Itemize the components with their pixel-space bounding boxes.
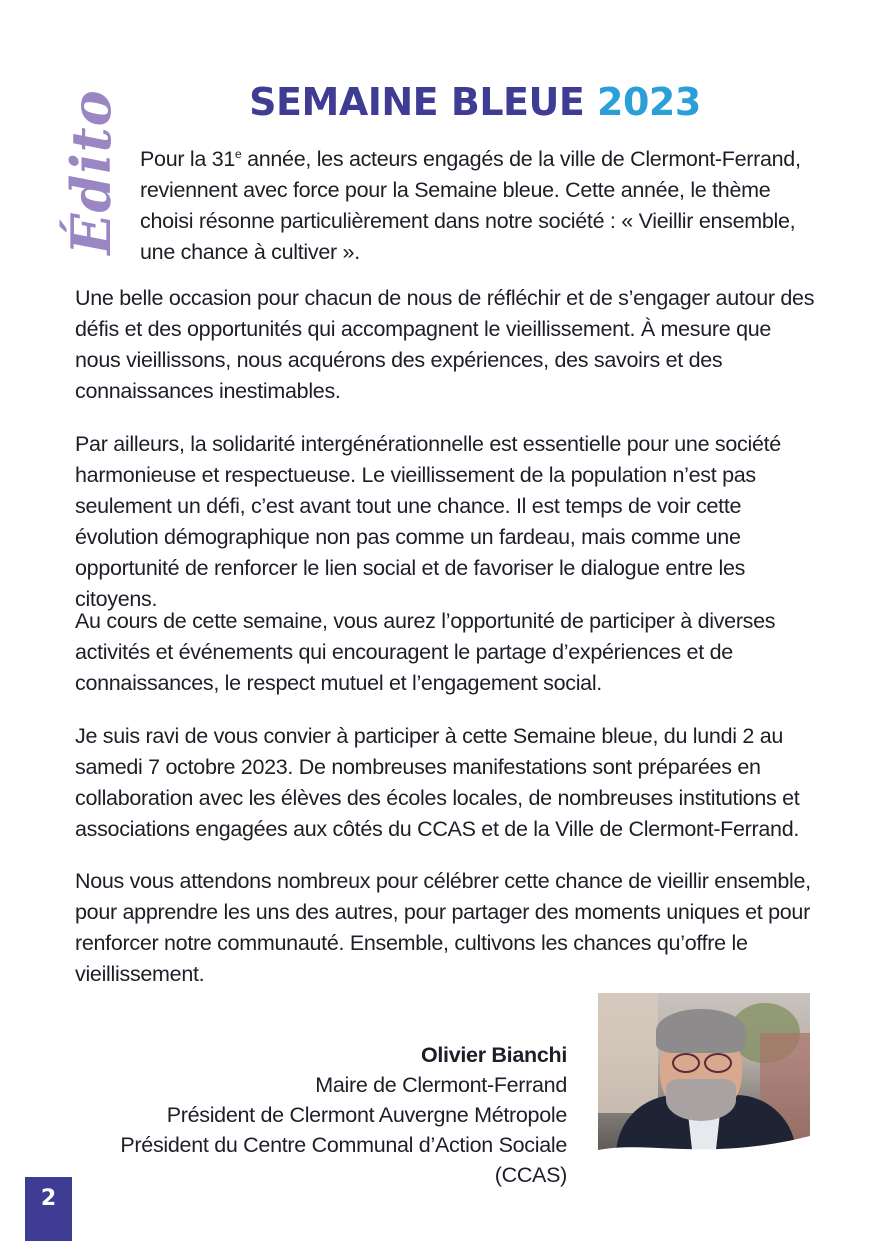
photo-glasses [668,1053,734,1071]
signature-role-mayor: Maire de Clermont-Ferrand [315,1073,567,1097]
signature-role-ccas: Président du Centre Communal d’Action Sociale (CCAS) [120,1133,567,1187]
page-number-tab: 2 [25,1177,72,1241]
paragraph-5: Nous vous attendons nombreux pour célébrer cette chance de vieillir ensemble, pour apprendre les uns des autres, pour partager des moments uniques et pour renforcer notre communauté. Ensemble, cultivons les chances qu’offre le vieillissement. [75,869,811,986]
edito-label-text: Édito [59,89,123,255]
photo-wave-mask [598,1128,810,1168]
signature-name: Olivier Bianchi [420,1043,567,1067]
title-year: 2023 [597,80,701,124]
intro-start: Pour la 31 [140,147,236,172]
edito-side-label [60,84,122,260]
intro-paragraph [140,139,820,268]
page-title [150,78,800,126]
photo-beard [666,1079,736,1121]
intro-rest: année, les acteurs engagés de la ville de Clermont-Ferrand, reviennent avec force pour la Semaine bleue. Cette année, le thème choisi résonne particulièrement dans notre société : « Vieillir ensemble, une chance à cultiver ». [140,147,801,265]
portrait-photo [598,993,810,1168]
paragraph-2: Par ailleurs, la solidarité intergénérationnelle est essentielle pour une société harmonieuse et respectueuse. Le vieillissement de la population n’est pas seulement un défi, c’est avant tout une chance. Il est temps de voir cette évolution démographique non pas comme un fardeau, mais comme une opportunité de renforcer le lien social et de favoriser le dialogue entre les citoyens. [75,432,781,611]
photo-hair [656,1009,746,1053]
paragraph-1: Une belle occasion pour chacun de nous de réfléchir et de s’engager autour des défis et des opportunités qui accompagnent le vieillissement. À mesure que nous vieillissons, nous acquérons des expériences, des savoirs et des connaissances inestimables. [75,286,815,403]
paragraph-3: Au cours de cette semaine, vous aurez l’opportunité de participer à diverses activités et événements qui encouragent le partage d’expériences et de connaissances, le respect mutuel et l’engagement social. [75,609,776,695]
title-main: SEMAINE BLEUE [249,80,585,124]
intro-ordinal-sup: e [235,147,242,161]
signature-block [47,1040,567,1190]
paragraph-4: Je suis ravi de vous convier à participer à cette Semaine bleue, du lundi 2 au samedi 7 octobre 2023. De nombreuses manifestations sont préparées en collaboration avec les élèves des écoles locales, de nombreuses institutions et associations engagées aux côtés du CCAS et de la Ville de Clermont-Ferrand. [75,724,800,841]
signature-role-metropole: Président de Clermont Auvergne Métropole [166,1103,567,1127]
photo-background-building [598,993,658,1113]
